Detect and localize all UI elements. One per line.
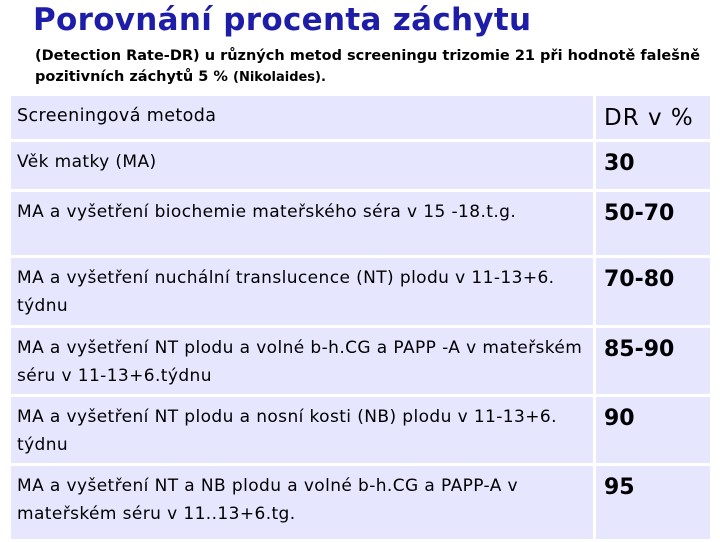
row-method: MA a vyšetření NT plodu a nosní kosti (NB) plodu v 11-13+6. týdnu (10, 396, 595, 465)
table-row (10, 327, 712, 396)
row-dr: 95 (595, 465, 712, 541)
row-method: MA a vyšetření NT plodu a volné b-h.CG a PAPP -A v mateřském séru v 11-13+6.týdnu (10, 327, 595, 396)
subtitle-text: (Detection Rate-DR) u různých metod screeningu trizomie 21 při hodnotě falešně pozitivních záchytů 5 % (35, 48, 701, 85)
row-method: MA a vyšetření nuchální translucence (NT) plodu v 11-13+6. týdnu (10, 257, 595, 327)
header-method: Screeningová metoda (10, 95, 595, 141)
row-method: MA a vyšetření biochemie mateřského séra v 15 -18.t.g. (10, 191, 595, 257)
table-row (10, 257, 712, 327)
row-dr: 85-90 (595, 327, 712, 396)
row-dr: 50-70 (595, 191, 712, 257)
row-method: Věk matky (MA) (10, 141, 595, 191)
subtitle-source: (Nikolaides). (233, 70, 326, 85)
table-row (10, 191, 712, 257)
subtitle (35, 46, 707, 88)
table-row (10, 396, 712, 465)
detection-rate-table (8, 93, 713, 542)
header-dr: DR v % (595, 95, 712, 141)
row-dr: 90 (595, 396, 712, 465)
row-dr: 70-80 (595, 257, 712, 327)
table-row (10, 465, 712, 541)
row-method: MA a vyšetření NT a NB plodu a volné b-h.CG a PAPP-A v mateřském séru v 11..13+6.tg. (10, 465, 595, 541)
table-row (10, 141, 712, 191)
table-header-row (10, 95, 712, 141)
page-title: Porovnání procenta záchytu (33, 2, 532, 38)
row-dr: 30 (595, 141, 712, 191)
